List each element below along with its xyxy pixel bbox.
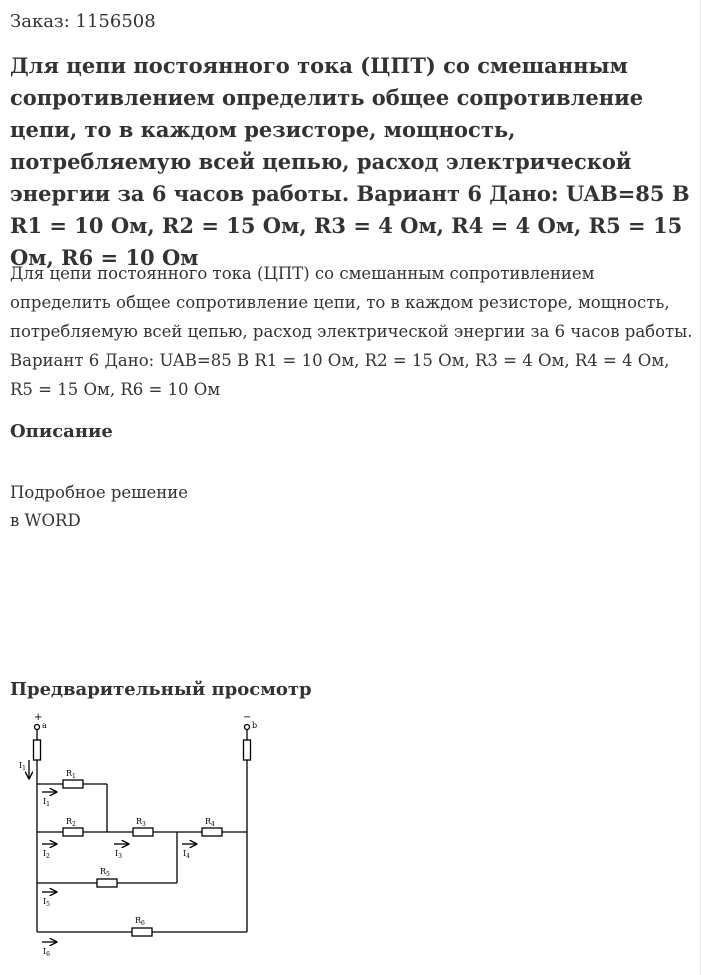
current-i5-label: $I_5$ <box>43 897 50 908</box>
current-main-label: $I_1$ <box>19 761 26 772</box>
resistor-r3 <box>133 828 153 836</box>
resistor-r5-label: $R_5$ <box>100 867 110 878</box>
minus-sign: − <box>243 712 252 723</box>
current-i2-label: $I_2$ <box>43 849 50 860</box>
page-title: Для цепи постоянного тока (ЦПТ) со смешанным сопротивлением определить общее сопротивление цепи, то в каждом резисторе, мощность, потребляемую всей цепью, расход электрической энергии за 6 часов работы. Вариант 6 Дано: UAB=85 В R1 = 10 Ом, R2 = 15 Ом, R3 = 4 Ом, R4 = 4 Ом, R5 = 15 Ом, R6 = 10 Ом <box>10 53 690 270</box>
resistor-r4 <box>202 828 222 836</box>
resistor-r5 <box>97 879 117 887</box>
description-line: в WORD <box>10 511 81 530</box>
resistor-r4-label: $R_4$ <box>205 817 215 828</box>
circuit-diagram <box>12 712 272 970</box>
terminal-b-node <box>245 725 250 730</box>
resistor-r1-label: $R_1$ <box>66 769 76 780</box>
fuse-left <box>34 740 41 760</box>
current-i1-label: $I_1$ <box>43 797 50 808</box>
resistor-r3-label: $R_3$ <box>136 817 146 828</box>
resistor-r2 <box>63 828 83 836</box>
description-line: Подробное решение <box>10 483 189 502</box>
order-number: Заказ: 1156508 <box>10 11 156 32</box>
current-i6-label: $I_6$ <box>43 947 50 958</box>
terminal-a-label: a <box>42 721 47 730</box>
terminal-a-node <box>35 725 40 730</box>
plus-sign: + <box>34 712 43 723</box>
preview-heading: Предварительный просмотр <box>10 679 312 700</box>
description-heading: Описание <box>10 421 113 442</box>
resistor-r6 <box>132 928 152 936</box>
terminal-b-label: b <box>252 721 258 730</box>
resistor-r2-label: $R_2$ <box>66 817 76 828</box>
resistor-r6-label: $R_6$ <box>135 916 145 927</box>
current-i3-label: $I_3$ <box>115 849 122 860</box>
fuse-right <box>244 740 251 760</box>
resistor-r1 <box>63 780 83 788</box>
task-description: Для цепи постоянного тока (ЦПТ) со смешанным сопротивлением определить общее сопротивление цепи, то в каждом резисторе, мощность, потребляемую всей цепью, расход электрической энергии за 6 часов работы. Вариант 6 Дано: UAB=85 В R1 = 10 Ом, R2 = 15 Ом, R3 = 4 Ом, R4 = 4 Ом, R5 = 15 Ом, R6 = 10 Ом <box>10 264 693 399</box>
current-i4-label: $I_4$ <box>183 849 190 860</box>
